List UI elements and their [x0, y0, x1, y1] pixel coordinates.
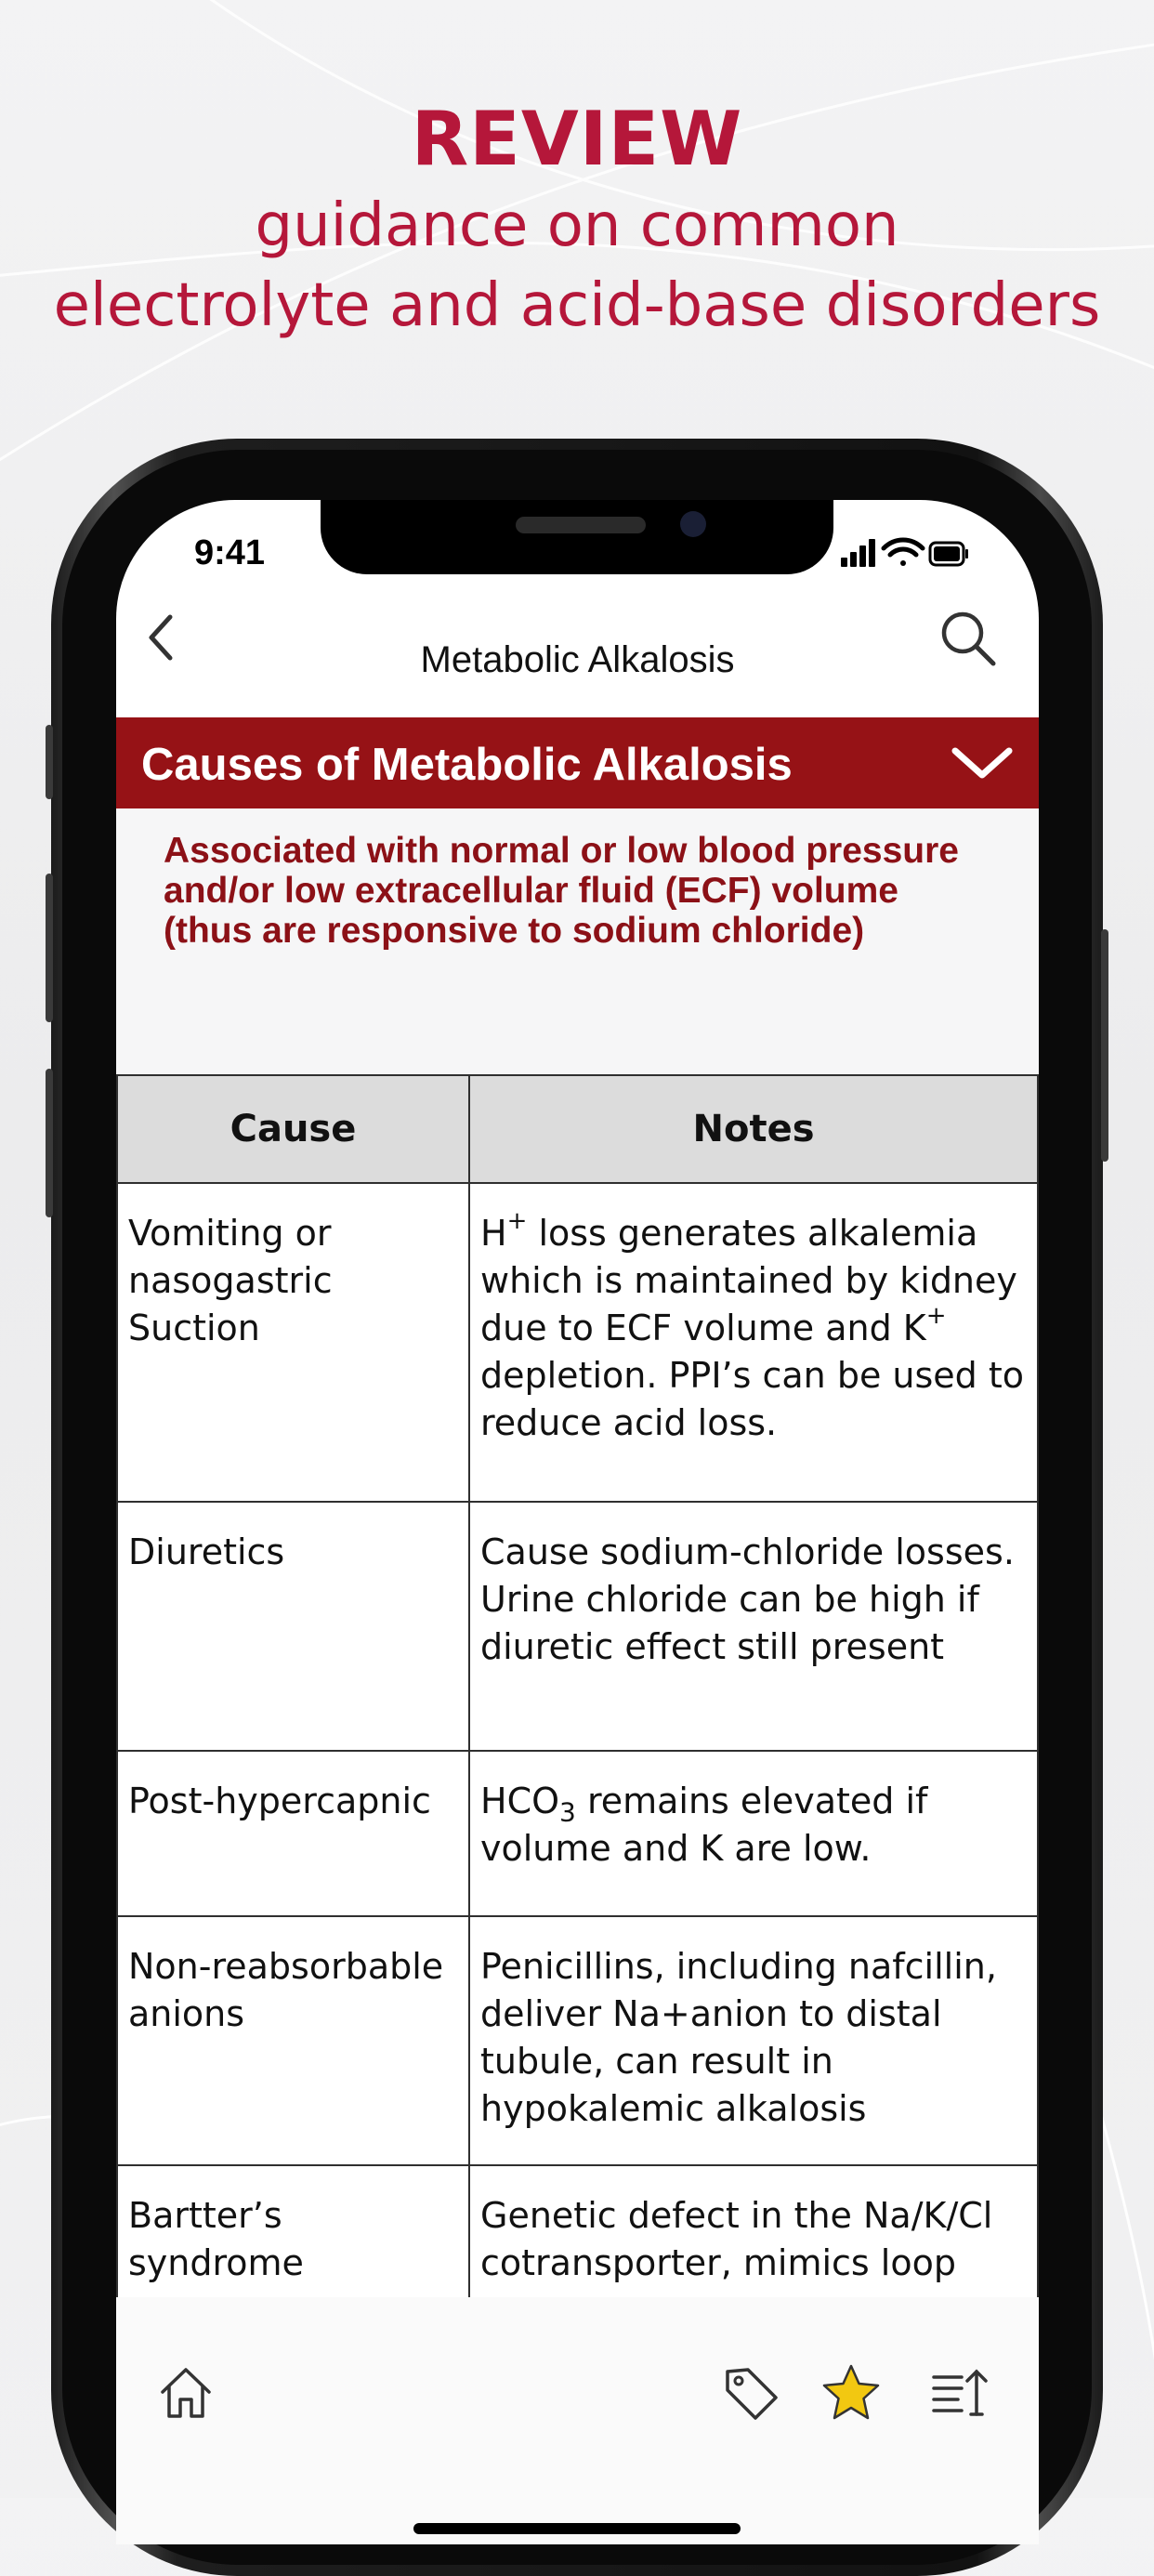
table-row	[117, 1916, 1038, 2165]
notes-superscript: +	[506, 1207, 528, 1236]
sort-list-icon[interactable]	[930, 2362, 991, 2424]
section-title: Causes of Metabolic Alkalosis	[141, 740, 793, 790]
notes-text: loss generates alkalemia which is maintained by kidney due to ECF volume and K	[480, 1213, 1017, 1348]
notes-cell	[469, 1183, 1038, 1502]
column-header-notes: Notes	[469, 1075, 1038, 1183]
notes-cell: Penicillins, including nafcillin, deliver Na+anion to distal tubule, can result in hypokalemic alkalosis	[469, 1916, 1038, 2165]
cause-cell: Post-hypercapnic	[117, 1751, 469, 1916]
phone-notch	[321, 500, 833, 574]
search-icon[interactable]	[934, 604, 1003, 673]
section-intro	[116, 808, 1039, 1074]
table-row	[117, 1751, 1038, 1916]
tab-bar	[116, 2297, 1039, 2544]
promo-heading	[0, 93, 1154, 346]
column-header-cause: Cause	[117, 1075, 469, 1183]
battery-icon	[930, 543, 968, 565]
signal-icon	[841, 539, 875, 567]
notes-text: remains elevated if volume and K are low.	[480, 1781, 928, 1869]
promo-subtitle-line1: guidance on common	[255, 191, 899, 260]
home-icon[interactable]	[155, 2362, 216, 2424]
table-row	[117, 1502, 1038, 1751]
notes-text: depletion. PPI’s can be used to reduce acid loss.	[480, 1355, 1025, 1443]
phone-side-button	[46, 725, 53, 799]
status-icons	[839, 537, 969, 571]
promo-title: REVIEW	[411, 96, 743, 182]
notes-text: HCO	[480, 1781, 560, 1821]
phone-power-button	[1101, 929, 1108, 1162]
phone-volume-down-button	[46, 1069, 53, 1217]
speaker-grille	[516, 517, 646, 533]
notes-text: H	[480, 1213, 507, 1254]
notes-cell	[469, 1751, 1038, 1916]
table-header-row	[117, 1075, 1038, 1183]
promo-subtitle-line2: electrolyte and acid-base disorders	[53, 271, 1101, 340]
phone-volume-up-button	[46, 874, 53, 1022]
chevron-down-icon[interactable]	[950, 738, 1015, 786]
wifi-icon	[884, 540, 923, 566]
front-camera	[680, 511, 706, 537]
tag-icon[interactable]	[720, 2362, 781, 2424]
table-row	[117, 1183, 1038, 1502]
cause-cell: Vomiting or nasogastric Suction	[117, 1183, 469, 1502]
notes-superscript: +	[925, 1302, 947, 1331]
notes-subscript: 3	[559, 1796, 576, 1828]
cause-cell: Bartter’s syndrome	[117, 2165, 469, 2451]
section-intro-text: Associated with normal or low blood pressure and/or low extracellular fluid (ECF) volume (thus are responsive to sodium chloride)	[164, 831, 959, 951]
cause-cell: Diuretics	[117, 1502, 469, 1751]
cause-cell: Non-reabsorbable anions	[117, 1916, 469, 2165]
star-icon[interactable]	[820, 2362, 882, 2424]
section-header[interactable]	[116, 717, 1039, 808]
home-indicator[interactable]	[413, 2523, 741, 2534]
phone-screen	[116, 500, 1039, 2544]
status-time: 9:41	[194, 533, 266, 572]
notes-cell: Genetic defect in the Na/K/Cl cotransporter, mimics loop	[469, 2165, 1038, 2451]
causes-table	[116, 1074, 1039, 2452]
page-title: Metabolic Alkalosis	[420, 639, 735, 680]
notes-cell: Cause sodium-chloride losses. Urine chloride can be high if diuretic effect still present	[469, 1502, 1038, 1751]
